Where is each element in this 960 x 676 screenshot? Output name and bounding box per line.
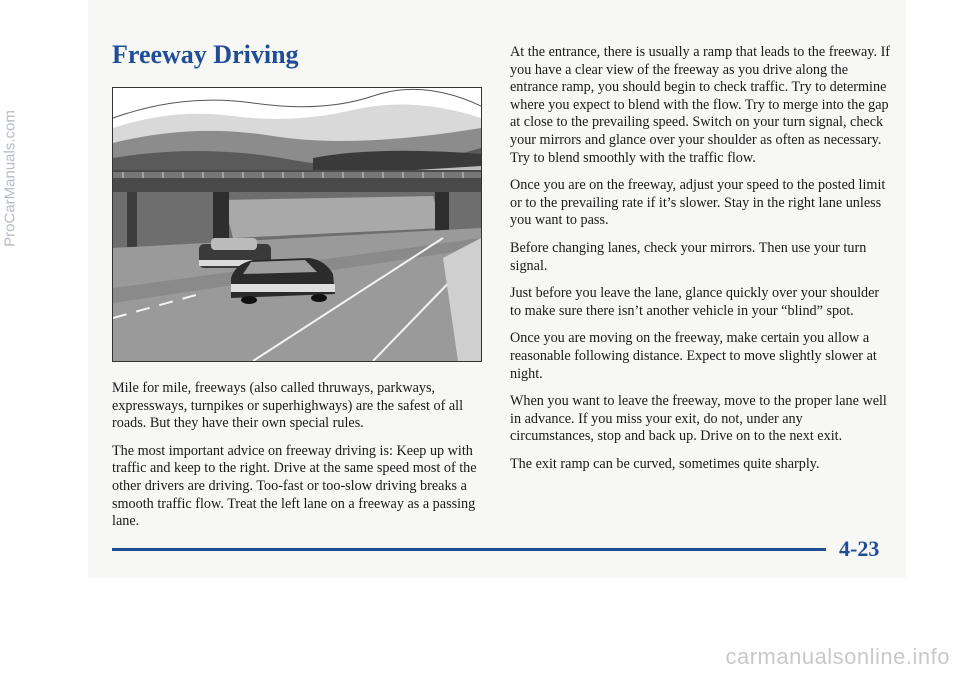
side-watermark-text: ProCarManuals.com [1,110,19,247]
paragraph: Once you are moving on the freeway, make certain you allow a reasonable following distance. Expect to move slightly slower at night. [510,330,877,382]
paragraph: At the entrance, there is usually a ramp that leads to the freeway. If you have a clear view of the freeway as you drive along the entrance ramp, you should begin to check traffic. Try to determine where you expect to blend with the flow. Try to merge into the gap at close to the prevailing speed. Switch on your turn signal, check your mirrors and glance over your shoulder as often as necessary. Try to blend smoothly with the traffic flow. [510,44,891,166]
paragraph: Just before you leave the lane, glance quickly over your shoulder to make sure there isn’t another vehicle in your “blind” spot. [510,285,880,319]
freeway-illustration [112,87,482,362]
paragraph: When you want to leave the freeway, move to the proper lane well in advance. If you miss your exit, do not, under any circumstances, stop and back up. Drive on to the next exit. [510,393,887,445]
footer-rule [112,548,826,551]
left-column [112,380,488,541]
paragraph: Once you are on the freeway, adjust your speed to the posted limit or to the prevailing rate if it’s slower. Stay in the right lane unless you want to pass. [510,177,886,229]
paragraph: The exit ramp can be curved, sometimes quite sharply. [510,455,820,472]
right-column [510,44,890,483]
bottom-watermark: carmanualsonline.info [725,644,950,669]
paragraph: The most important advice on freeway driving is: Keep up with traffic and keep to the right. Drive at the same speed most of the other drivers are driving. Too-fast or too-slow driving breaks a smooth traffic flow. Treat the left lane on a freeway as a passing lane. [112,442,477,530]
paragraph: Mile for mile, freeways (also called thruways, parkways, expressways, turnpikes or superhighways) are the safest of all roads. But they have their own special rules. [112,380,464,432]
side-watermark [0,0,20,360]
page-number: 4-23 [839,536,880,561]
paragraph: Before changing lanes, check your mirrors. Then use your turn signal. [510,239,867,274]
page-title: Freeway Driving [112,40,299,69]
